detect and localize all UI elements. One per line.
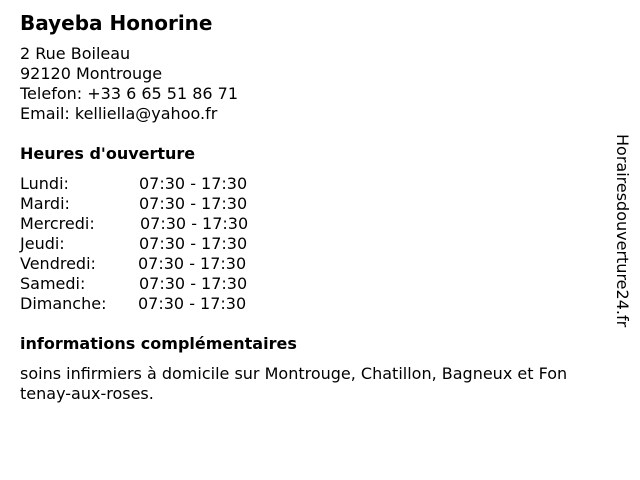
- address-block: [20, 44, 238, 124]
- day-label: Vendredi:: [20, 254, 96, 273]
- time-range: 07:30 - 17:30: [140, 214, 249, 233]
- day-label: Samedi:: [20, 274, 86, 293]
- postal-city: 92120 Montrouge: [20, 64, 163, 83]
- day-label: Lundi:: [20, 174, 69, 193]
- email-address: Email: kelliella@yahoo.fr: [20, 104, 218, 123]
- day-label: Jeudi:: [20, 234, 65, 253]
- time-range: 07:30 - 17:30: [139, 234, 248, 253]
- street-address: 2 Rue Boileau: [20, 44, 131, 63]
- time-range: 07:30 - 17:30: [139, 274, 248, 293]
- day-label: Mercredi:: [20, 214, 95, 233]
- opening-hours-heading: Heures d'ouverture: [20, 144, 196, 163]
- additional-info-text: [20, 364, 620, 404]
- info-text-line: soins infirmiers à domicile sur Montrouge, Chatillon, Bagneux et Fon: [20, 364, 568, 383]
- time-range: 07:30 - 17:30: [139, 174, 248, 193]
- time-range: 07:30 - 17:30: [138, 294, 247, 313]
- business-name: Bayeba Honorine: [20, 11, 213, 35]
- day-label: Dimanche:: [20, 294, 107, 313]
- day-label: Mardi:: [20, 194, 70, 213]
- site-watermark: Horairesdouverture24.fr: [613, 134, 632, 328]
- time-range: 07:30 - 17:30: [139, 194, 248, 213]
- info-text-line: tenay-aux-roses.: [20, 384, 154, 403]
- phone-number: Telefon: +33 6 65 51 86 71: [20, 84, 239, 103]
- additional-info-heading: informations complémentaires: [20, 334, 297, 353]
- time-range: 07:30 - 17:30: [138, 254, 247, 273]
